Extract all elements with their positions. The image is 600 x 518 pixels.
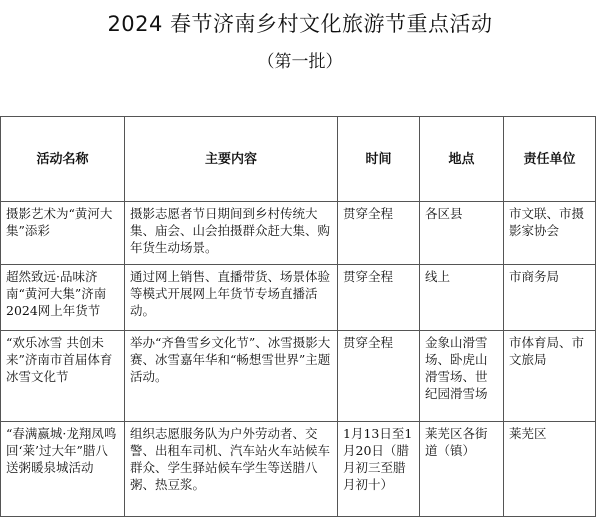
- header-main-content: 主要内容: [125, 117, 338, 202]
- activity-name-cell: “欢乐冰雪 共创未来”济南市首届体育冰雪文化节: [1, 331, 125, 422]
- place-cell: 线上: [420, 265, 504, 331]
- table-header-row: [1, 117, 596, 202]
- activity-name-cell: “春满嬴城·龙翔凤鸣 回‘莱’过大年”腊八送粥暖泉城活动: [1, 422, 125, 517]
- main-content-cell: 组织志愿服务队为户外劳动者、交警、出租车司机、汽车站火车站候车群众、学生驿站候车学生等送腊八粥、热豆浆。: [125, 422, 338, 517]
- time-cell: 贯穿全程: [338, 265, 420, 331]
- table-row: [1, 331, 596, 422]
- unit-cell: 市文联、市摄影家协会: [504, 202, 596, 265]
- activities-table: [0, 116, 596, 517]
- document-subtitle: （第一批）: [257, 52, 343, 72]
- place-cell: 金象山滑雪场、卧虎山滑雪场、世纪园滑雪场: [420, 331, 504, 422]
- time-cell: 贯穿全程: [338, 331, 420, 422]
- main-content-cell: 举办“齐鲁雪乡文化节”、冰雪摄影大赛、冰雪嘉年华和“畅想雪世界”主题活动。: [125, 331, 338, 422]
- activity-name-cell: 摄影艺术为“黄河大集”添彩: [1, 202, 125, 265]
- table-row: [1, 202, 596, 265]
- place-cell: 各区县: [420, 202, 504, 265]
- table-row: [1, 422, 596, 517]
- header-responsible-unit: 责任单位: [504, 117, 596, 202]
- activity-name-cell: 超然致远·品味济南“黄河大集”济南2024网上年货节: [1, 265, 125, 331]
- unit-cell: 莱芜区: [504, 422, 596, 517]
- place-cell: 莱芜区各街道（镇）: [420, 422, 504, 517]
- unit-cell: 市商务局: [504, 265, 596, 331]
- table-row: [1, 265, 596, 331]
- header-time: 时间: [338, 117, 420, 202]
- header-activity-name: 活动名称: [1, 117, 125, 202]
- time-cell: 贯穿全程: [338, 202, 420, 265]
- document-title: 2024 春节济南乡村文化旅游节重点活动: [107, 12, 493, 36]
- main-content-cell: 通过网上销售、直播带货、场景体验等模式开展网上年货节专场直播活动。: [125, 265, 338, 331]
- unit-cell: 市体育局、市文旅局: [504, 331, 596, 422]
- header-place: 地点: [420, 117, 504, 202]
- time-cell: 1月13日至1月20日（腊月初三至腊月初十）: [338, 422, 420, 517]
- main-content-cell: 摄影志愿者节日期间到乡村传统大集、庙会、山会拍摄群众赶大集、购年货生动场景。: [125, 202, 338, 265]
